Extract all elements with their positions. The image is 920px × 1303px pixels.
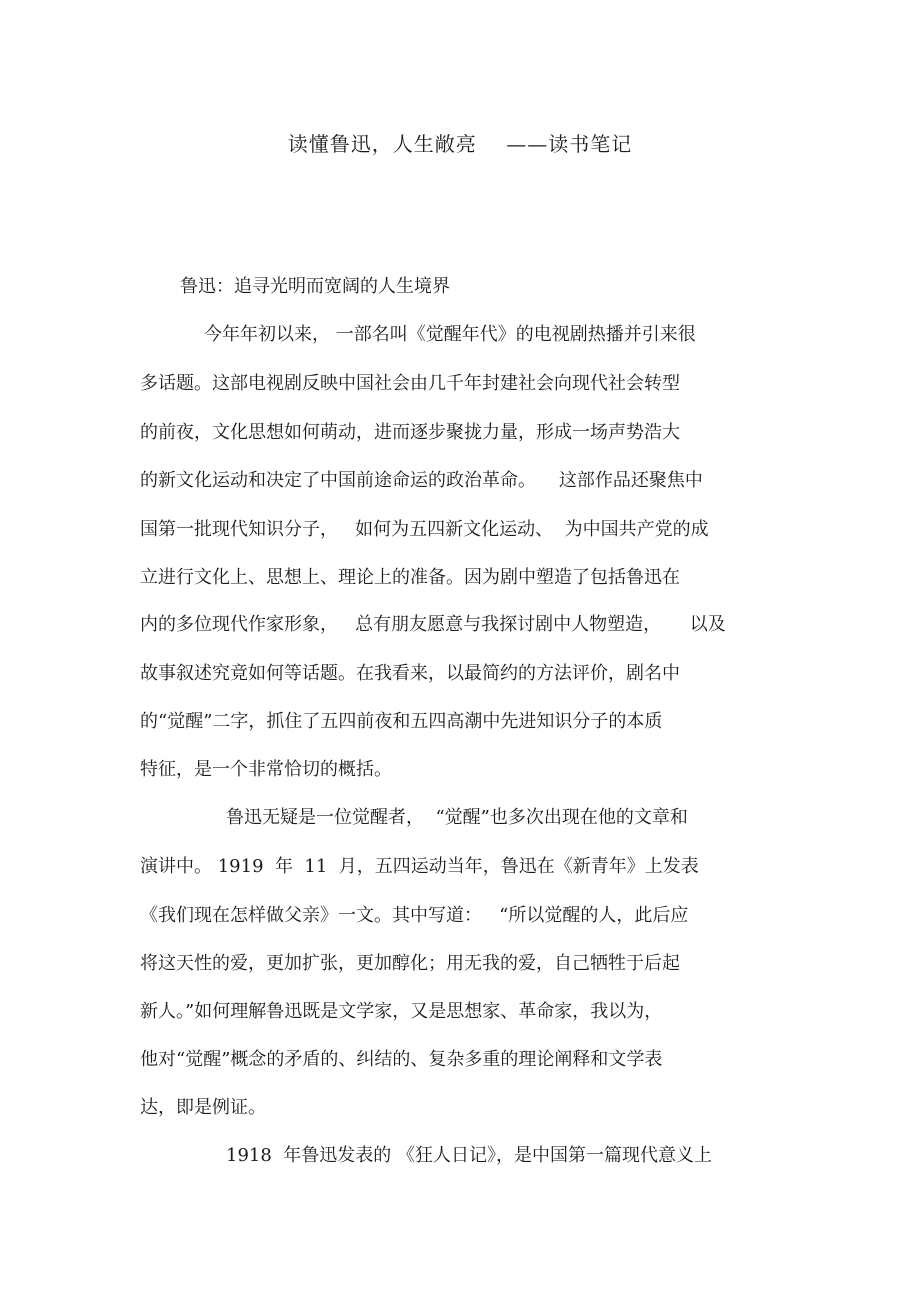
paragraph-line: 《我们现在怎样做父亲》一文。其中写道： “所以觉醒的人，此后应	[140, 905, 689, 926]
paragraph-line: 演讲中。 1919 年 11 月，五四运动当年，鲁迅在《新青年》上发表	[140, 856, 699, 877]
paragraph-line: 达，即是例证。	[140, 1097, 266, 1118]
paragraph-line: 立进行文化上、思想上、理论上的准备。因为剧中塑造了包括鲁迅在	[140, 567, 680, 588]
paragraph-line: 特征，是一个非常恰切的概括。	[140, 759, 392, 780]
paragraph-line: 多话题。这部电视剧反映中国社会由几千年封建社会向现代社会转型	[140, 373, 680, 394]
paragraph-line: 的前夜，文化思想如何萌动，进而逐步聚拢力量，形成一场声势浩大	[140, 422, 680, 443]
paragraph-line: 鲁迅无疑是一位觉醒者， “觉醒”也多次出现在他的文章和	[226, 807, 688, 828]
paragraph-line: 今年年初以来， 一部名叫《觉醒年代》的电视剧热播并引来很	[204, 324, 696, 345]
paragraph-line: 将这天性的爱，更加扩张，更加醇化；用无我的爱，自己牺牲于后起	[140, 953, 680, 974]
paragraph-line: 故事叙述究竟如何等话题。在我看来，以最简约的方法评价，剧名中	[140, 663, 680, 684]
paragraph-line: 1918 年鲁迅发表的 《狂人日记》，是中国第一篇现代意义上	[226, 1145, 712, 1166]
paragraph-line: 内的多位现代作家形象， 总有朋友愿意与我探讨剧中人物塑造， 以及	[140, 614, 726, 635]
paragraph-line: 的“觉醒”二字，抓住了五四前夜和五四高潮中先进知识分子的本质	[140, 711, 663, 732]
paragraph-line: 国第一批现代知识分子， 如何为五四新文化运动、 为中国共产党的成	[140, 519, 709, 540]
document-title: 读懂鲁迅，人生敞亮 ——读书笔记	[287, 132, 633, 156]
paragraph-line: 的新文化运动和决定了中国前途命运的政治革命。 这部作品还聚焦中	[140, 470, 703, 491]
paragraph-line: 新人。”如何理解鲁迅既是文学家，又是思想家、革命家，我以为，	[140, 1001, 663, 1022]
paragraph-line: 他对“觉醒”概念的矛盾的、纠结的、复杂多重的理论阐释和文学表	[140, 1049, 663, 1070]
section-heading: 鲁迅：追寻光明而宽阔的人生境界	[180, 276, 450, 297]
